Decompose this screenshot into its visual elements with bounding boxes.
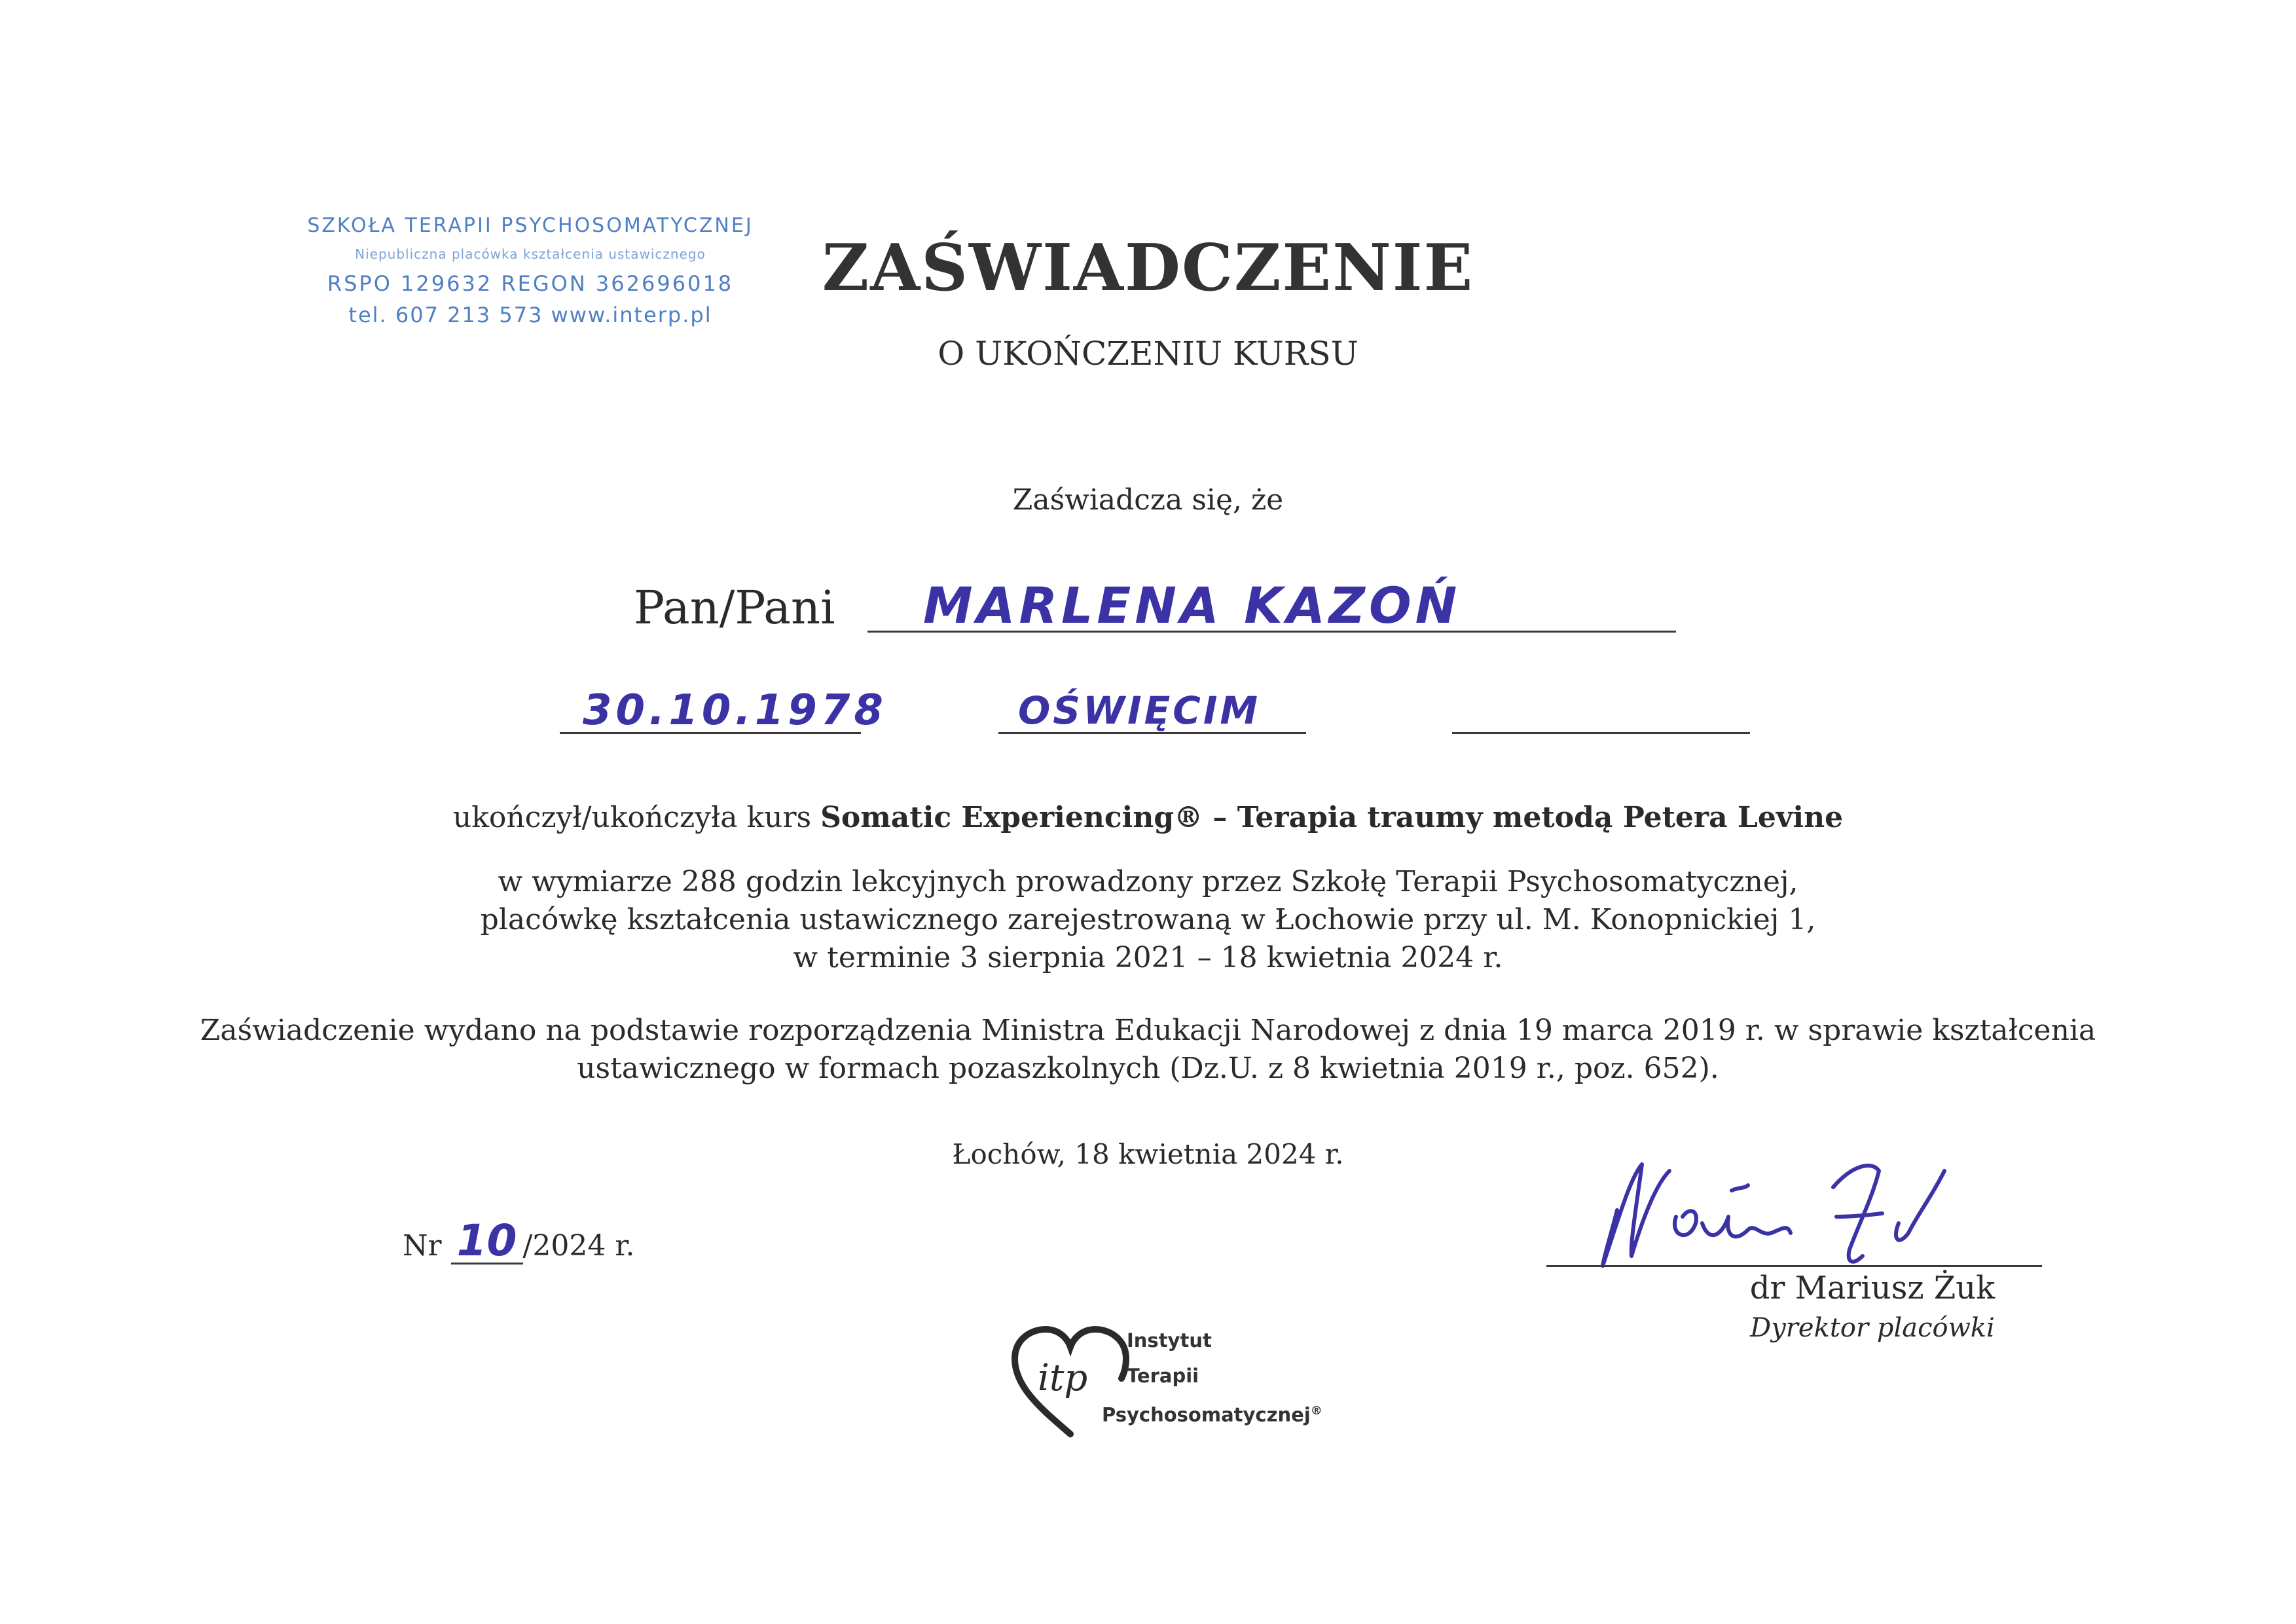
- signature-line: [1546, 1265, 2042, 1267]
- course-scope-line: w terminie 3 sierpnia 2021 – 18 kwietnia 2024 r.: [793, 941, 1503, 974]
- registered-mark: ®: [1310, 1404, 1322, 1418]
- course-scope: [0, 863, 2296, 977]
- handwritten-signature: [1591, 1125, 1997, 1276]
- recipient-label: Pan/Pani: [634, 581, 835, 635]
- birth-place: OŚWIĘCIM: [1018, 688, 1261, 733]
- logo-mark-text: itp: [1038, 1357, 1088, 1399]
- logo-line: Psychosomatycznej: [1102, 1403, 1311, 1426]
- legal-basis: [0, 1012, 2296, 1088]
- course-completion: [0, 799, 2296, 837]
- stamp-school-name: SZKOŁA TERAPII PSYCHOSOMATYCZNEJ: [307, 214, 754, 237]
- course-scope-line: placówkę kształcenia ustawicznego zarejestrowaną w Łochowie przy ul. M. Konopnickiej 1,: [480, 903, 1816, 936]
- signatory-role: Dyrektor placówki: [1750, 1313, 1995, 1343]
- document-subtitle: O UKOŃCZENIU KURSU: [938, 335, 1358, 373]
- document-title: ZAŚWIADCZENIE: [822, 231, 1474, 306]
- place-and-date: Łochów, 18 kwietnia 2024 r.: [952, 1138, 1344, 1170]
- logo-text: [1102, 1323, 1322, 1433]
- certificate-number: [403, 1215, 635, 1269]
- intro-text: Zaświadcza się, że: [1012, 483, 1284, 517]
- course-name: Somatic Experiencing® – Terapia traumy metodą Petera Levine: [820, 801, 1844, 834]
- extra-field-line: [1452, 732, 1750, 734]
- logo-line: Terapii: [1127, 1365, 1199, 1387]
- legal-basis-line: ustawicznego w formach pozaszkolnych (Dz.U. z 8 kwietnia 2019 r., poz. 652).: [577, 1052, 1719, 1085]
- certificate-number-value: 10: [451, 1219, 523, 1264]
- legal-basis-line: Zaświadczenie wydano na podstawie rozporządzenia Ministra Edukacji Narodowej z dnia 19 marca 2019 r. w sprawie kształcenia: [200, 1014, 2096, 1047]
- certificate-number-suffix: /2024 r.: [522, 1229, 635, 1263]
- recipient-name: MARLENA KAZOŃ: [923, 576, 1461, 635]
- birth-date: 30.10.1978: [583, 686, 887, 735]
- certificate-number-prefix: Nr: [403, 1229, 442, 1263]
- stamp-school-type: Niepubliczna placówka kształcenia ustawicznego: [355, 246, 706, 262]
- course-scope-line: w wymiarze 288 godzin lekcyjnych prowadzony przez Szkołę Terapii Psychosomatycznej,: [498, 865, 1798, 898]
- logo-line: Instytut: [1127, 1329, 1212, 1352]
- course-prefix: ukończył/ukończyła kurs: [452, 801, 812, 834]
- stamp-contact: tel. 607 213 573 www.interp.pl: [348, 303, 712, 327]
- signatory-name: dr Mariusz Żuk: [1749, 1270, 1995, 1306]
- stamp-registry-numbers: RSPO 129632 REGON 362696018: [327, 271, 734, 296]
